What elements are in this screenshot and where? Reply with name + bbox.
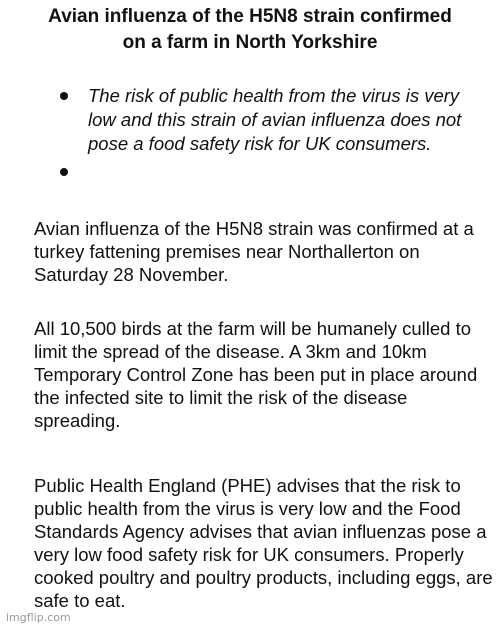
bullet-item bbox=[60, 84, 480, 156]
bullet-list bbox=[60, 84, 480, 184]
paragraph-confirmation: Avian influenza of the H5N8 strain was confirmed at a turkey fattening premises near Northallerton on Saturday 28 November. bbox=[34, 218, 474, 285]
headline-line-2: on a farm in North Yorkshire bbox=[122, 32, 378, 53]
headline-line-1: Avian influenza of the H5N8 strain confirmed bbox=[48, 6, 452, 27]
bullet-dot-icon bbox=[60, 168, 68, 176]
paragraph-phe-advice: Public Health England (PHE) advises that the risk to public health from the virus is very low and the Food Standards Agency advises that avian influenzas pose a very low food safety risk for UK consumers. Properly cooked poultry and poultry products, including eggs, are safe to eat. bbox=[34, 475, 493, 611]
bullet-dot-icon bbox=[60, 92, 68, 100]
paragraph-cull: All 10,500 birds at the farm will be humanely culled to limit the spread of the disease. A 3km and 10km Temporary Control Zone has been put in place around the infected site to limit the risk of the disease spreading. bbox=[34, 318, 478, 431]
bullet-item-empty bbox=[60, 160, 480, 184]
bullet-text: The risk of public health from the virus is very low and this strain of avian influenza does not pose a food safety risk for UK consumers. bbox=[88, 85, 462, 154]
imgflip-watermark: imgflip.com bbox=[6, 611, 71, 624]
headline bbox=[14, 4, 486, 56]
